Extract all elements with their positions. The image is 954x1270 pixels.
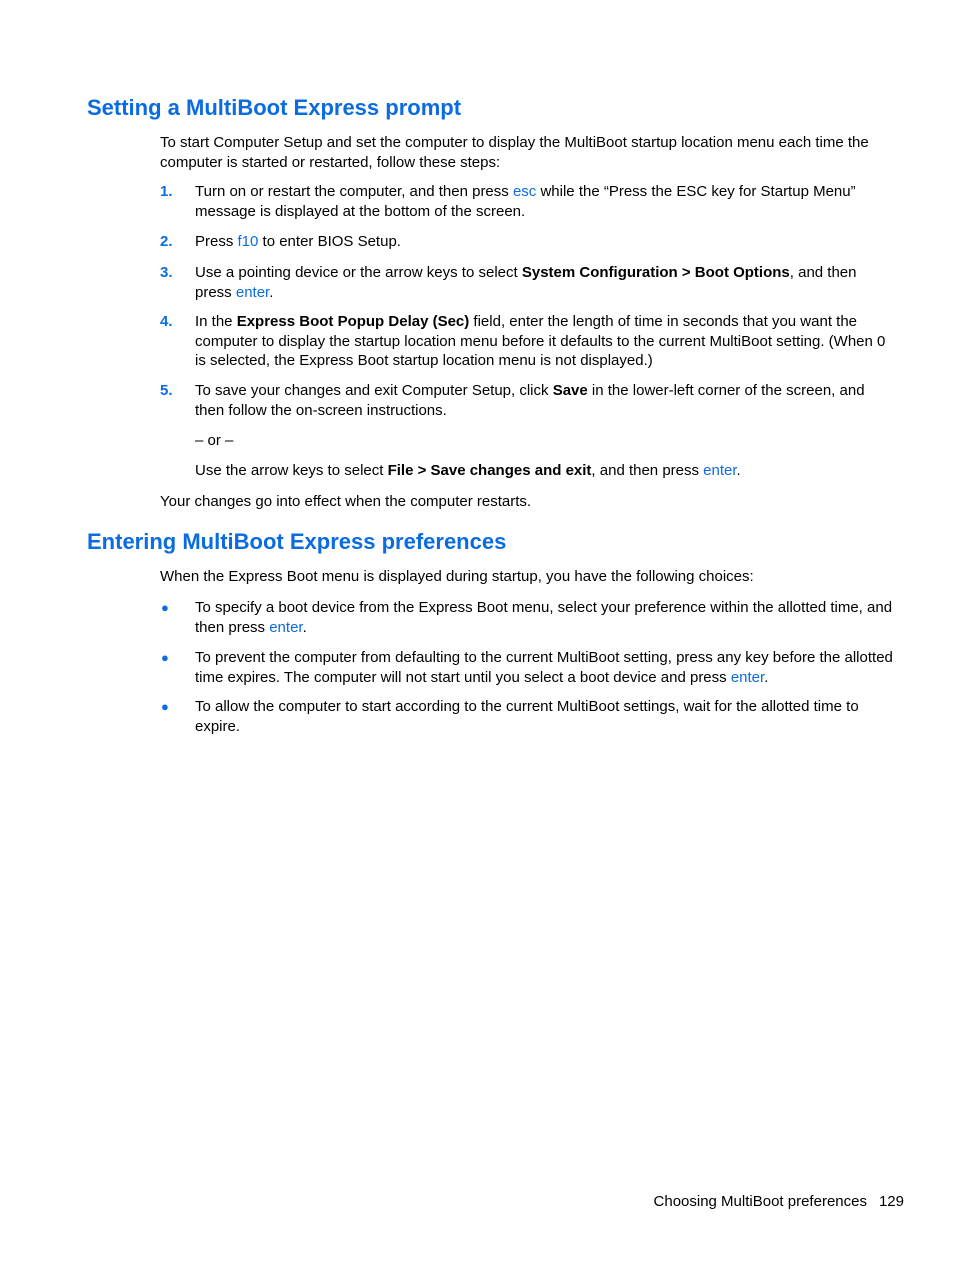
step-number: 3.: [160, 264, 173, 281]
section-heading-multiboot-prompt: Setting a MultiBoot Express prompt: [87, 95, 462, 120]
bullet-icon: ●: [161, 600, 169, 615]
step-number: 5.: [160, 382, 173, 399]
bullet-2-text: To prevent the computer from defaulting to the current MultiBoot setting, press any key before the allotted time expires. The computer will not start until you select a boot device and press enter.: [195, 649, 893, 686]
step-2-text: Press f10 to enter BIOS Setup.: [195, 233, 401, 250]
page-number: 129: [878, 1193, 904, 1210]
page-footer: [654, 1192, 904, 1212]
key-enter: enter: [730, 668, 765, 686]
step-5-alt-text: Use the arrow keys to select File > Save changes and exit, and then press enter.: [195, 462, 741, 479]
step-number: 4.: [160, 313, 173, 330]
menu-path: System Configuration > Boot Options: [521, 264, 790, 281]
bullet-icon: ●: [161, 699, 169, 714]
bullet-1-text: To specify a boot device from the Express Boot menu, select your preference within the allotted time, and then press enter.: [195, 599, 893, 636]
key-enter: enter: [269, 618, 303, 636]
step-1-text: Turn on or restart the computer, and then press esc while the “Press the ESC key for Startup Menu” message is displayed at the bottom of the screen.: [195, 183, 856, 220]
section2-intro: When the Express Boot menu is displayed during startup, you have the following choices:: [160, 568, 754, 585]
footer-section-name: Choosing MultiBoot preferences: [653, 1193, 867, 1210]
save-label: Save: [552, 382, 588, 399]
step-5-text: To save your changes and exit Computer Setup, click Save in the lower-left corner of the screen, and then follow the on-screen instructions.: [195, 382, 865, 419]
key-esc: esc: [512, 183, 537, 200]
section-heading-multiboot-preferences: Entering MultiBoot Express preferences: [87, 529, 507, 554]
section1-intro: To start Computer Setup and set the computer to display the MultiBoot startup location menu each time the computer is started or restarted, follow these steps:: [160, 134, 869, 171]
step-number: 1.: [160, 183, 173, 200]
bullet-icon: ●: [161, 650, 169, 665]
menu-path: File > Save changes and exit: [387, 462, 592, 479]
step-4-text: In the Express Boot Popup Delay (Sec) field, enter the length of time in seconds that you want the computer to display the startup location menu before it defaults to the current MultiBoot setting. (When 0 is selected, the Express Boot startup location menu is not displayed.): [195, 313, 886, 369]
bullet-3-text: To allow the computer to start according to the current MultiBoot settings, wait for the allotted time to expire.: [195, 698, 859, 735]
step-3-text: Use a pointing device or the arrow keys to select System Configuration > Boot Options, and then press enter.: [195, 264, 857, 301]
key-f10: f10: [237, 233, 259, 250]
key-enter: enter: [703, 462, 737, 479]
section1-closing: Your changes go into effect when the computer restarts.: [160, 493, 532, 510]
key-enter: enter: [235, 283, 270, 301]
step-number: 2.: [160, 233, 173, 250]
field-name: Express Boot Popup Delay (Sec): [236, 313, 470, 330]
or-separator: – or –: [195, 432, 234, 449]
